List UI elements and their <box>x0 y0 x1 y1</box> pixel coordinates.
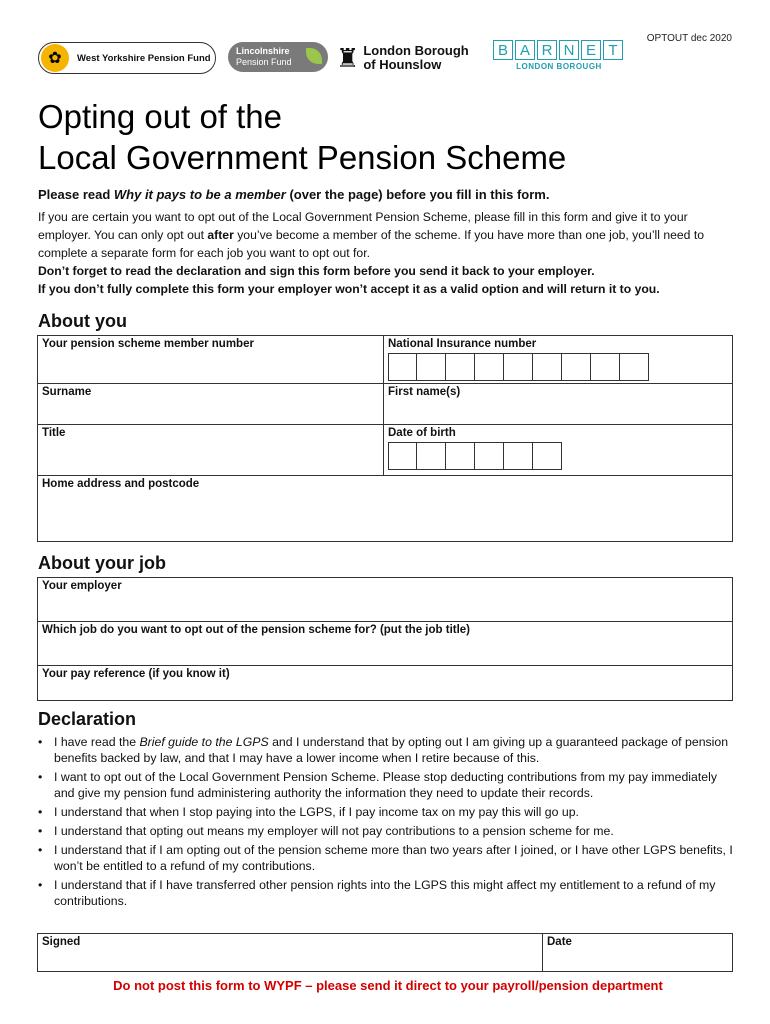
char-box[interactable] <box>417 442 446 470</box>
char-box[interactable] <box>533 442 562 470</box>
lincs-logo-line1: Lincolnshire <box>236 46 290 56</box>
item1-b: and I understand that by opting out I am giving up a guaranteed package of pension benefits backed by law, and that I may have a lower income when I retire because of this. <box>54 735 729 765</box>
job-title-field[interactable] <box>38 622 733 666</box>
barnet-logo-sub: LONDON BOROUGH <box>516 62 602 71</box>
declaration-item: • I understand that if I have transferred other pension rights into the LGPS this might affect my entitlement to a refund of my contributions. <box>38 877 738 909</box>
date-field[interactable] <box>543 934 733 972</box>
char-box[interactable] <box>475 442 504 470</box>
lead-prefix: Please read <box>38 187 114 202</box>
crest-icon: ♜ <box>336 42 360 73</box>
barnet-letter: T <box>603 40 623 60</box>
declaration-item <box>38 734 738 766</box>
wypf-logo <box>38 42 216 74</box>
char-box[interactable] <box>446 353 475 381</box>
about-job-heading: About your job <box>38 553 166 573</box>
dob-field[interactable] <box>384 425 733 476</box>
barnet-logo <box>493 40 625 71</box>
surname-label: Surname <box>42 386 92 398</box>
intro-bold-1: Don’t forget to read the declaration and sign this form before you send it back to your employer. <box>38 264 595 278</box>
title-line-2: Local Government Pension Scheme <box>38 139 567 176</box>
item1-italic: Brief guide to the LGPS <box>139 735 269 749</box>
hounslow-logo-line2: of Hounslow <box>363 57 442 72</box>
declaration-item: • I understand that when I stop paying into the LGPS, if I pay income tax on my pay this will go up. <box>38 804 738 820</box>
char-box[interactable] <box>562 353 591 381</box>
declaration-item: • I understand that if I am opting out of the pension scheme more than two years after I joined, or I have other LGPS benefits, I won’t be entitled to a refund of my contributions. <box>38 842 738 874</box>
intro-text <box>38 186 738 298</box>
member-number-field[interactable] <box>38 336 384 384</box>
char-box[interactable] <box>533 353 562 381</box>
lincolnshire-logo <box>228 42 328 72</box>
declaration-heading: Declaration <box>38 709 137 729</box>
char-box[interactable] <box>591 353 620 381</box>
title-label: Title <box>42 427 66 439</box>
ni-number-label: National Insurance number <box>388 338 537 350</box>
title-line-1: Opting out of the <box>38 98 283 135</box>
dob-label: Date of birth <box>388 427 456 439</box>
barnet-letter: N <box>559 40 579 60</box>
first-names-label: First name(s) <box>388 386 461 398</box>
item1-a: I have read the <box>54 735 140 749</box>
lincs-logo-line2: Pension Fund <box>236 57 292 67</box>
barnet-letter: R <box>537 40 557 60</box>
page-title <box>38 96 566 178</box>
hounslow-logo-line1: London Borough <box>363 43 469 58</box>
address-label: Home address and postcode <box>42 478 200 490</box>
para1-bold: after <box>207 228 234 242</box>
declaration-item: • I want to opt out of the Local Government Pension Scheme. Please stop deducting contributions from my pay immediately and give my pension fund administering authority the information they need to update their records. <box>38 769 738 801</box>
barnet-letter: E <box>581 40 601 60</box>
lead-italic: Why it pays to be a member <box>113 187 286 202</box>
ni-number-boxes <box>388 353 728 381</box>
declaration-list <box>38 734 738 912</box>
surname-field[interactable] <box>38 384 384 425</box>
footer-warning: Do not post this form to WYPF – please send it direct to your payroll/pension department <box>113 978 663 993</box>
pay-reference-field[interactable] <box>38 666 733 701</box>
char-box[interactable] <box>417 353 446 381</box>
signed-label: Signed <box>42 936 81 948</box>
about-you-heading: About you <box>38 311 127 331</box>
char-box[interactable] <box>504 353 533 381</box>
title-field[interactable] <box>38 425 384 476</box>
signature-table <box>37 933 733 972</box>
job-title-label: Which job do you want to opt out of the pension scheme for? (put the job title) <box>42 624 471 636</box>
hounslow-logo <box>336 40 469 76</box>
pay-reference-label: Your pay reference (if you know it) <box>42 668 230 680</box>
date-label: Date <box>547 936 572 948</box>
char-box[interactable] <box>446 442 475 470</box>
char-box[interactable] <box>388 353 417 381</box>
barnet-letter: A <box>515 40 535 60</box>
intro-bold-2: If you don’t fully complete this form your employer won’t accept it as a valid option and will return it to you. <box>38 282 660 296</box>
char-box[interactable] <box>620 353 649 381</box>
address-field[interactable] <box>38 476 733 542</box>
dob-boxes <box>388 442 728 470</box>
para1-a: If you are certain you want to opt out of the Local Government Pension Scheme, please fill in this form and give it to your employer. You can only opt out <box>38 210 688 242</box>
intro-lead <box>38 186 738 204</box>
char-box[interactable] <box>388 442 417 470</box>
employer-field[interactable] <box>38 578 733 622</box>
intro-paragraph <box>38 208 738 262</box>
logo-strip <box>38 40 738 76</box>
char-box[interactable] <box>475 353 504 381</box>
about-you-table <box>37 335 733 542</box>
wypf-logo-text: West Yorkshire Pension Fund <box>77 52 211 64</box>
member-number-label: Your pension scheme member number <box>42 338 254 350</box>
char-box[interactable] <box>504 442 533 470</box>
about-job-table <box>37 577 733 701</box>
ni-number-field[interactable] <box>384 336 733 384</box>
form-reference: OPTOUT dec 2020 <box>646 33 732 44</box>
signature-field[interactable] <box>38 934 543 972</box>
flower-icon: ✿ <box>41 44 69 72</box>
employer-label: Your employer <box>42 580 122 592</box>
declaration-item: • I understand that opting out means my employer will not pay contributions to a pension scheme for me. <box>38 823 738 839</box>
para1-b: you’ve become a member of the scheme. If you have more than one job, you’ll need to complete a separate form for each job you want to opt out for. <box>38 228 704 260</box>
barnet-letter: B <box>493 40 513 60</box>
lead-suffix: (over the page) before you fill in this form. <box>285 187 550 202</box>
first-names-field[interactable] <box>384 384 733 425</box>
